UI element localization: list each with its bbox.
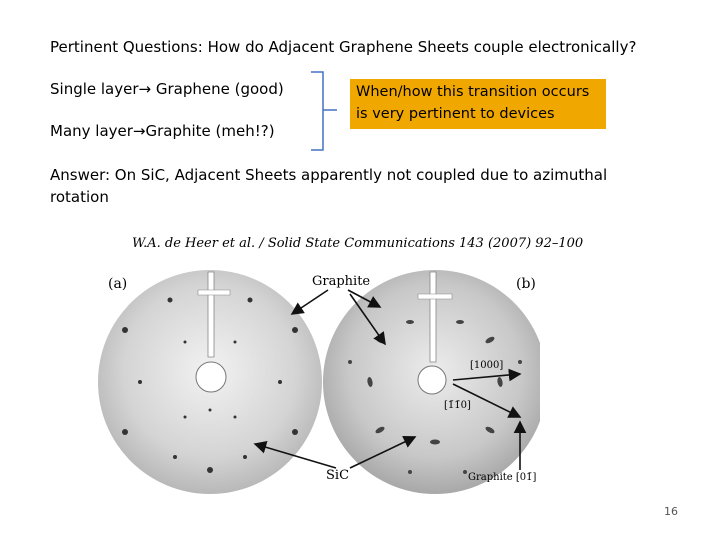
answer-line-1: Answer: On SiC, Adjacent Sheets apparently not coupled due to azimuthal bbox=[50, 166, 608, 184]
single-layer-line bbox=[50, 78, 284, 100]
page-number: 16 bbox=[664, 505, 678, 518]
panel-label-a: (a) bbox=[108, 276, 128, 292]
many-layer-suffix: Graphite (meh!?) bbox=[145, 122, 275, 140]
leed-patterns-image bbox=[80, 232, 540, 510]
label-sic: SiC bbox=[326, 468, 350, 483]
arrow-icon: → bbox=[138, 80, 152, 98]
label-graphite-01: Graphite [01̄] bbox=[468, 472, 537, 483]
figure-citation: W.A. de Heer et al. / Solid State Communications 143 (2007) 92–100 bbox=[132, 236, 584, 251]
question-line: Pertinent Questions: How do Adjacent Graphene Sheets couple electronically? bbox=[50, 38, 637, 56]
many-layer-line bbox=[50, 120, 275, 142]
many-layer-prefix: Many layer bbox=[50, 122, 133, 140]
label-1000: [1000] bbox=[470, 360, 504, 371]
label-1100: [1̄1̄0] bbox=[444, 400, 471, 411]
callout-line-1: When/how this transition occurs bbox=[356, 84, 590, 100]
single-layer-suffix: Graphene (good) bbox=[151, 80, 284, 98]
arrow-icon: → bbox=[132, 122, 146, 140]
callout-line-2: is very pertinent to devices bbox=[356, 106, 555, 122]
callout-box bbox=[350, 79, 606, 129]
answer-line-2: rotation bbox=[50, 188, 109, 206]
leed-figure bbox=[80, 232, 584, 510]
panel-label-b: (b) bbox=[516, 276, 536, 292]
label-graphite: Graphite bbox=[312, 274, 371, 289]
bracket-connector bbox=[307, 70, 347, 154]
single-layer-prefix: Single layer bbox=[50, 80, 139, 98]
